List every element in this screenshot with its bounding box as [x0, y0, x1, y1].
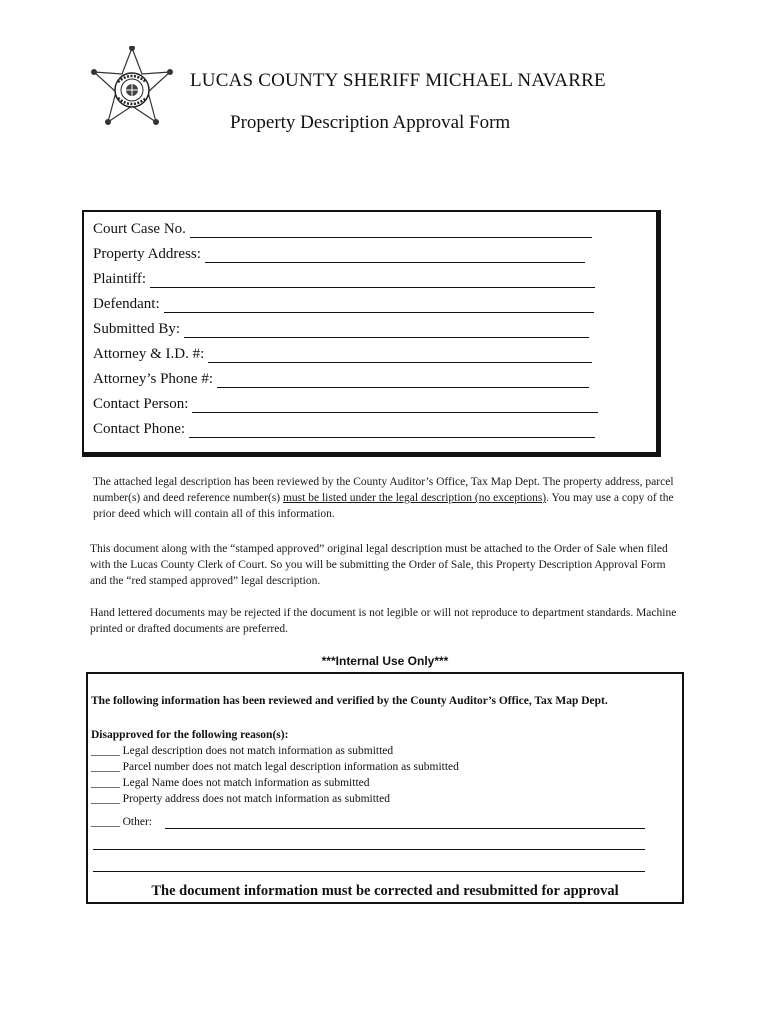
attorney-id-field[interactable]: [93, 341, 592, 363]
court-case-field[interactable]: [93, 216, 592, 238]
contact-person-input-line[interactable]: [192, 398, 598, 413]
instruction-paragraph-2: This document along with the “stamped approved” original legal description must be attached to the Order of Sale when filed with the Lucas County Clerk of Court. So you will be submitting the Order of Sale, this Property Description Approval Form and the “red stamped approved” legal description.: [90, 543, 668, 587]
attorney-phone-input-line[interactable]: [217, 373, 589, 388]
field-label: Plaintiff:: [93, 271, 147, 287]
field-label: Property Address:: [93, 246, 201, 262]
other-reason-line[interactable]: [165, 828, 645, 829]
field-label: Contact Phone:: [93, 421, 186, 437]
case-info-box: [82, 210, 661, 457]
field-label: Submitted By:: [93, 321, 181, 337]
instruction-paragraph-1: [90, 474, 683, 522]
plaintiff-input-line[interactable]: [150, 273, 595, 288]
form-subtitle: Property Description Approval Form: [230, 112, 511, 133]
internal-use-box: [86, 672, 684, 904]
court-case-input-line[interactable]: [190, 223, 592, 238]
internal-use-heading: ***Internal Use Only***: [321, 654, 449, 668]
submitted-by-field[interactable]: [93, 316, 589, 338]
defendant-field[interactable]: [93, 291, 594, 313]
field-label: Contact Person:: [93, 396, 189, 412]
field-label: Court Case No.: [93, 221, 186, 237]
reviewed-statement: The following information has been reviewed and verified by the County Auditor’s Office, Tax Map Dept.: [91, 695, 608, 707]
page-title: LUCAS COUNTY SHERIFF MICHAEL NAVARRE: [190, 70, 606, 91]
reason-parcel-number[interactable]: _____ Parcel number does not match legal description information as submitted: [91, 761, 459, 773]
reason-property-address[interactable]: _____ Property address does not match information as submitted: [91, 793, 390, 805]
resubmit-notice: The document information must be corrected and resubmitted for approval: [151, 883, 619, 899]
plaintiff-field[interactable]: [93, 266, 595, 288]
sheriff-badge-logo: [90, 46, 174, 134]
reason-other-label[interactable]: _____ Other:: [91, 816, 153, 828]
other-reason-line[interactable]: [93, 849, 645, 850]
instruction-text: The attached legal description has been reviewed by the County Auditor’s Office, Tax Map Dept. The property address, parcel number(s) and deed reference number(s): [93, 476, 674, 504]
attorney-phone-field[interactable]: [93, 366, 589, 388]
reason-legal-description[interactable]: _____ Legal description does not match information as submitted: [91, 745, 394, 757]
field-label: Attorney & I.D. #:: [93, 346, 205, 362]
disapproved-heading: Disapproved for the following reason(s):: [91, 729, 289, 741]
contact-phone-field[interactable]: [93, 416, 595, 438]
other-reason-line[interactable]: [93, 871, 645, 872]
property-address-input-line[interactable]: [205, 248, 585, 263]
instruction-text: . You may use a copy of the prior deed which will contain all of this information.: [93, 492, 674, 520]
instruction-paragraph-3: Hand lettered documents may be rejected if the document is not legible or will not reproduce to department standards. Machine printed or drafted documents are preferred.: [90, 607, 677, 635]
reason-legal-name[interactable]: _____ Legal Name does not match information as submitted: [91, 777, 370, 789]
contact-phone-input-line[interactable]: [189, 423, 595, 438]
instruction-underlined-text: must be listed under the legal description (no exceptions): [282, 492, 547, 504]
submitted-by-input-line[interactable]: [184, 323, 589, 338]
defendant-input-line[interactable]: [164, 298, 594, 313]
contact-person-field[interactable]: [93, 391, 598, 413]
attorney-id-input-line[interactable]: [208, 348, 592, 363]
field-label: Defendant:: [93, 296, 160, 312]
field-label: Attorney’s Phone #:: [93, 371, 213, 387]
property-address-field[interactable]: [93, 241, 585, 263]
